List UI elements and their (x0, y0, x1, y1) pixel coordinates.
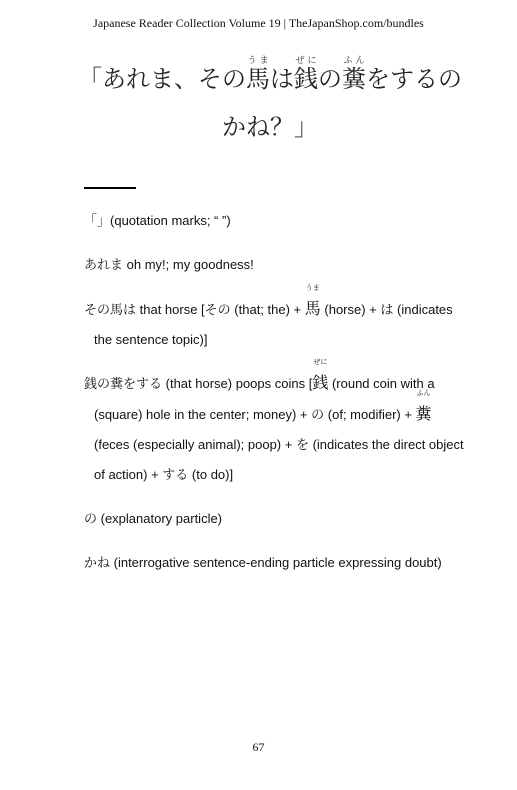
vocab-term: あれま (84, 258, 124, 273)
vocab-entry-no (84, 504, 474, 534)
vocab-term: の (84, 512, 98, 527)
sentence-title-line-1 (70, 56, 470, 91)
kanji-with-furigana-uma: うま 馬 (304, 284, 321, 318)
vocab-definition: (quotation marks; “ ”) (110, 213, 231, 228)
vocab-term: 「」 (84, 214, 111, 229)
vocab-definition: (interrogative sentence-ending particle expressing doubt) (110, 555, 442, 570)
kanji-with-furigana-zeni: ぜに 銭 (312, 358, 329, 392)
divider-rule (84, 187, 136, 189)
vocab-entry-zeni-no-fun: 銭の糞をする (that horse) poops coins [ ぜに 銭 (round coin with a (square) hole in the center; money) + の (of; modifier) + ふん 糞 (feces (especially animal); poop) + を (indicates the direct object of action) + する (to do)] (84, 358, 464, 483)
vocab-definition: oh my!; my goodness! (123, 257, 254, 272)
vocab-entry-arema (84, 250, 474, 280)
title-text-3: の (318, 65, 342, 93)
title-text-2: は (270, 65, 294, 93)
title-ruby-zeni: 銭ぜに (294, 56, 318, 93)
sentence-title-line-2: かね？」 (222, 113, 318, 141)
vocab-entry-kane (84, 548, 474, 578)
vocab-definition: (explanatory particle) (97, 511, 223, 526)
title-ruby-fun: 糞ふん (342, 56, 366, 93)
running-header: Japanese Reader Collection Volume 19 | TheJapanShop.com/bundles (93, 16, 424, 30)
vocab-entry-sono-uma-wa: その馬は that horse [その (that; the) + うま 馬 (horse) + は (indicates the sentence topic)] (84, 284, 453, 347)
vocab-term: その馬は (84, 303, 137, 318)
vocab-term: かね (84, 556, 111, 571)
title-open-bracket: 「 (78, 65, 102, 93)
kanji-with-furigana-fun: ふん 糞 (415, 389, 432, 423)
title-text-1: あれま、その (102, 65, 246, 93)
vocabulary-list (84, 206, 474, 592)
vocab-entry-quotes (84, 206, 474, 236)
title-ruby-uma: 馬うま (246, 56, 270, 93)
page-number: 67 (252, 740, 265, 754)
title-text-4: をするの (366, 65, 462, 93)
vocab-term: 銭の糞をする (84, 377, 163, 392)
